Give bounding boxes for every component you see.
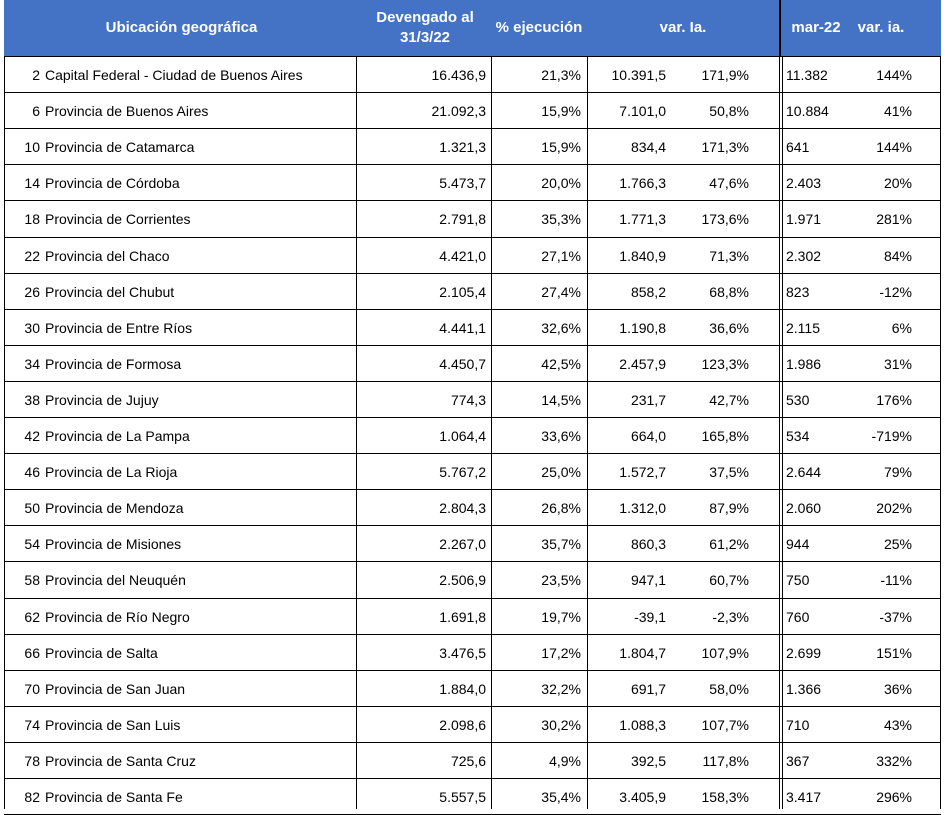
cell-ejecucion: 35,4% <box>541 789 581 805</box>
cell-code: 6 <box>32 103 40 120</box>
cell-var-abs: 860,3 <box>630 536 666 553</box>
cell-var-abs: 834,4 <box>630 139 666 156</box>
column-divider <box>587 56 588 809</box>
table-row <box>4 779 941 815</box>
cell-var-abs: 1.190,8 <box>619 319 666 336</box>
table-row <box>4 743 941 779</box>
cell-ejecucion: 26,8% <box>541 500 581 517</box>
cell-mar22: 367 <box>786 752 810 769</box>
cell-var-pct: -2,3% <box>712 608 749 625</box>
cell-var-ia: 31% <box>883 355 912 372</box>
cell-var-ia: 20% <box>883 175 912 192</box>
cell-var-abs: 858,2 <box>630 283 666 300</box>
cell-name: Provincia de Misiones <box>45 536 182 553</box>
cell-var-ia: 84% <box>883 247 912 264</box>
cell-var-abs: 1.312,0 <box>619 500 666 517</box>
cell-mar22: 2.302 <box>786 247 822 264</box>
cell-mar22: 944 <box>786 536 810 553</box>
cell-ejecucion: 27,4% <box>541 283 581 300</box>
cell-var-ia: -37% <box>879 608 912 625</box>
table-row <box>4 418 941 454</box>
cell-var-pct: 61,2% <box>709 536 749 553</box>
cell-code: 74 <box>24 716 40 733</box>
cell-ejecucion: 21,3% <box>541 67 581 83</box>
cell-devengado: 1.064,4 <box>439 428 486 444</box>
header-var-ia2: var. ia. <box>857 19 905 36</box>
cell-var-ia: 202% <box>876 500 912 517</box>
cell-ejecucion: 35,7% <box>541 536 581 553</box>
cell-devengado: 5.767,2 <box>439 464 486 481</box>
cell-var-abs: 1.804,7 <box>619 644 666 661</box>
cell-var-pct: 173,6% <box>701 211 749 228</box>
cell-mar22: 760 <box>786 608 810 625</box>
cell-ejecucion: 30,2% <box>541 716 581 733</box>
table-row <box>4 57 941 93</box>
cell-name: Provincia de Mendoza <box>45 500 184 517</box>
cell-var-pct: 107,7% <box>701 716 749 733</box>
cell-name: Provincia de San Juan <box>45 680 186 697</box>
cell-var-ia: 25% <box>883 536 912 553</box>
cell-var-pct: 50,8% <box>709 103 749 120</box>
cell-ejecucion: 32,6% <box>541 319 581 336</box>
cell-devengado: 1.691,8 <box>439 608 486 625</box>
cell-var-ia: 281% <box>876 211 912 228</box>
cell-code: 30 <box>24 319 40 336</box>
column-divider <box>356 56 357 809</box>
cell-code: 38 <box>24 391 40 408</box>
cell-var-ia: 43% <box>883 716 912 733</box>
cell-var-pct: 87,9% <box>709 500 749 517</box>
cell-var-ia: -719% <box>871 428 912 444</box>
column-divider <box>779 56 780 809</box>
cell-ejecucion: 17,2% <box>541 644 581 661</box>
cell-var-abs: 231,7 <box>630 391 666 408</box>
cell-var-pct: 117,8% <box>702 752 749 769</box>
table-row <box>4 382 941 418</box>
cell-code: 54 <box>24 536 40 553</box>
cell-code: 18 <box>24 211 40 228</box>
table-row <box>4 599 941 635</box>
cell-devengado: 2.506,9 <box>439 572 486 589</box>
cell-devengado: 725,6 <box>450 752 486 769</box>
cell-mar22: 530 <box>786 391 810 408</box>
cell-devengado: 4.421,0 <box>439 247 486 264</box>
cell-ejecucion: 14,5% <box>541 391 581 408</box>
cell-var-ia: 41% <box>883 103 912 120</box>
cell-code: 42 <box>24 428 40 444</box>
table-header <box>4 0 941 56</box>
cell-var-pct: 107,9% <box>701 644 749 661</box>
cell-var-pct: 36,6% <box>709 319 749 336</box>
table-row <box>4 671 941 707</box>
header-devengado-line2: 31/3/22 <box>399 29 451 46</box>
cell-name: Provincia del Chubut <box>45 283 175 300</box>
column-divider <box>940 56 941 809</box>
cell-code: 2 <box>32 67 40 83</box>
cell-ejecucion: 15,9% <box>541 139 581 156</box>
table-row <box>4 346 941 382</box>
column-divider <box>491 56 492 809</box>
cell-code: 10 <box>24 139 40 156</box>
cell-mar22: 750 <box>786 572 810 589</box>
cell-ejecucion: 33,6% <box>541 428 581 444</box>
cell-var-ia: 6% <box>891 319 912 336</box>
cell-mar22: 710 <box>786 716 810 733</box>
cell-var-abs: 1.766,3 <box>619 175 666 192</box>
cell-mar22: 1.986 <box>786 355 822 372</box>
cell-var-pct: 68,8% <box>709 283 749 300</box>
cell-devengado: 4.450,7 <box>439 355 486 372</box>
cell-name: Provincia de La Pampa <box>45 428 190 444</box>
cell-name: Provincia de Santa Cruz <box>45 752 196 769</box>
table-row <box>4 635 941 671</box>
cell-code: 70 <box>24 680 40 697</box>
cell-code: 78 <box>24 752 40 769</box>
cell-code: 34 <box>24 355 40 372</box>
table-row <box>4 238 941 274</box>
cell-mar22: 11.382 <box>786 67 828 83</box>
cell-ejecucion: 20,0% <box>541 175 581 192</box>
table-row <box>4 562 941 598</box>
cell-devengado: 2.105,4 <box>439 283 486 300</box>
cell-mar22: 823 <box>786 283 810 300</box>
cell-name: Provincia de Jujuy <box>45 391 159 408</box>
table-row <box>4 310 941 346</box>
cell-var-pct: 171,3% <box>701 139 749 156</box>
cell-ejecucion: 23,5% <box>541 572 581 589</box>
cell-mar22: 3.417 <box>786 789 822 805</box>
cell-var-ia: -12% <box>879 283 912 300</box>
cell-mar22: 534 <box>786 428 810 444</box>
table-row <box>4 490 941 526</box>
cell-name: Provincia de Santa Fe <box>45 789 183 805</box>
cell-var-pct: 165,8% <box>701 428 749 444</box>
cell-name: Provincia del Chaco <box>45 247 170 264</box>
cell-code: 82 <box>24 789 40 805</box>
cell-code: 62 <box>24 608 40 625</box>
cell-mar22: 2.699 <box>786 644 822 661</box>
cell-var-pct: 37,5% <box>709 464 749 481</box>
header-devengado <box>359 0 491 56</box>
cell-name: Provincia de Salta <box>45 644 158 661</box>
cell-mar22: 10.884 <box>786 103 829 120</box>
cell-mar22: 2.060 <box>786 500 822 517</box>
cell-var-ia: 151% <box>876 644 912 661</box>
cell-devengado: 3.476,5 <box>439 644 486 661</box>
cell-var-pct: 60,7% <box>709 572 749 589</box>
table-row <box>4 93 941 129</box>
cell-name: Provincia de Buenos Aires <box>45 103 209 120</box>
cell-name: Provincia de Catamarca <box>45 139 195 156</box>
cell-var-pct: 42,7% <box>709 391 749 408</box>
cell-mar22: 2.403 <box>786 175 822 192</box>
cell-devengado: 774,3 <box>450 391 486 408</box>
cell-name: Provincia de San Luis <box>45 716 181 733</box>
table-row <box>4 707 941 743</box>
cell-code: 66 <box>24 644 40 661</box>
cell-devengado: 2.804,3 <box>439 500 486 517</box>
cell-var-ia: 176% <box>876 391 912 408</box>
table-row <box>4 274 941 310</box>
cell-name: Capital Federal - Ciudad de Buenos Aires <box>45 67 303 83</box>
table-row <box>4 201 941 237</box>
cell-devengado: 2.098,6 <box>439 716 486 733</box>
header-bottom-border <box>4 56 941 57</box>
cell-var-abs: 10.391,5 <box>611 67 666 83</box>
cell-var-abs: 1.771,3 <box>619 211 666 228</box>
cell-devengado: 2.791,8 <box>439 211 486 228</box>
cell-var-abs: 2.457,9 <box>619 355 666 372</box>
cell-var-abs: 7.101,0 <box>619 103 666 120</box>
header-var-ia: var. Ia. <box>659 19 707 36</box>
cell-ejecucion: 35,3% <box>541 211 581 228</box>
cell-name: Provincia de Entre Ríos <box>45 319 193 336</box>
cell-devengado: 21.092,3 <box>431 103 486 120</box>
cell-name: Provincia de Río Negro <box>45 608 190 625</box>
header-mar22: mar-22 <box>791 19 841 36</box>
cell-var-pct: 171,9% <box>701 67 749 83</box>
cell-code: 46 <box>24 464 40 481</box>
cell-var-ia: 332% <box>876 752 912 769</box>
cell-var-pct: 158,3% <box>701 789 749 805</box>
cell-var-abs: 3.405,9 <box>619 789 666 805</box>
table-row <box>4 526 941 562</box>
cell-var-abs: 1.572,7 <box>619 464 666 481</box>
cell-var-abs: 691,7 <box>630 680 666 697</box>
cell-ejecucion: 42,5% <box>541 355 581 372</box>
cell-var-ia: 144% <box>876 139 912 156</box>
cell-var-pct: 47,6% <box>709 175 749 192</box>
cell-name: Provincia del Neuquén <box>45 572 186 589</box>
cell-name: Provincia de La Rioja <box>45 464 178 481</box>
cell-mar22: 1.366 <box>786 680 822 697</box>
cell-var-ia: 144% <box>876 67 912 83</box>
cell-ejecucion: 4,9% <box>549 752 581 769</box>
header-devengado-line1: Devengado al <box>376 9 474 26</box>
cell-devengado: 5.473,7 <box>439 175 486 192</box>
cell-var-abs: 392,5 <box>630 752 666 769</box>
cell-var-abs: 1.840,9 <box>619 247 666 264</box>
cell-devengado: 4.441,1 <box>439 319 486 336</box>
cell-var-abs: 947,1 <box>630 572 666 589</box>
cell-var-ia: 36% <box>883 680 912 697</box>
cell-ejecucion: 25,0% <box>541 464 581 481</box>
cell-var-abs: 664,0 <box>630 428 666 444</box>
table-row <box>4 165 941 201</box>
column-divider <box>782 56 783 809</box>
cell-mar22: 2.644 <box>786 464 822 481</box>
cell-name: Provincia de Córdoba <box>45 175 180 192</box>
cell-name: Provincia de Formosa <box>45 355 182 372</box>
cell-mar22: 2.115 <box>786 319 820 336</box>
header-ejecucion: % ejecución <box>495 19 583 36</box>
cell-ejecucion: 27,1% <box>541 247 581 264</box>
column-divider <box>4 56 5 809</box>
cell-var-ia: 296% <box>876 789 912 805</box>
table-row <box>4 454 941 490</box>
cell-code: 50 <box>24 500 40 517</box>
cell-name: Provincia de Corrientes <box>45 211 191 228</box>
cell-ejecucion: 19,7% <box>541 608 581 625</box>
cell-code: 26 <box>24 283 40 300</box>
cell-mar22: 1.971 <box>786 211 822 228</box>
table-row <box>4 129 941 165</box>
cell-code: 22 <box>24 247 40 264</box>
cell-code: 14 <box>24 175 40 192</box>
cell-mar22: 641 <box>786 139 810 156</box>
header-ubicacion: Ubicación geográfica <box>105 19 258 36</box>
cell-var-ia: 79% <box>883 464 912 481</box>
cell-var-abs: -39,1 <box>634 608 666 625</box>
cell-devengado: 1.884,0 <box>439 680 486 697</box>
cell-var-pct: 58,0% <box>709 680 749 697</box>
cell-devengado: 2.267,0 <box>439 536 486 553</box>
cell-var-abs: 1.088,3 <box>619 716 666 733</box>
cell-devengado: 1.321,3 <box>439 139 486 156</box>
cell-ejecucion: 32,2% <box>541 680 581 697</box>
cell-var-ia: -11% <box>880 572 912 589</box>
cell-devengado: 5.557,5 <box>439 789 486 805</box>
cell-devengado: 16.436,9 <box>431 67 486 83</box>
cell-var-pct: 71,3% <box>709 247 749 264</box>
cell-var-pct: 123,3% <box>701 355 749 372</box>
cell-ejecucion: 15,9% <box>541 103 581 120</box>
cell-code: 58 <box>24 572 40 589</box>
